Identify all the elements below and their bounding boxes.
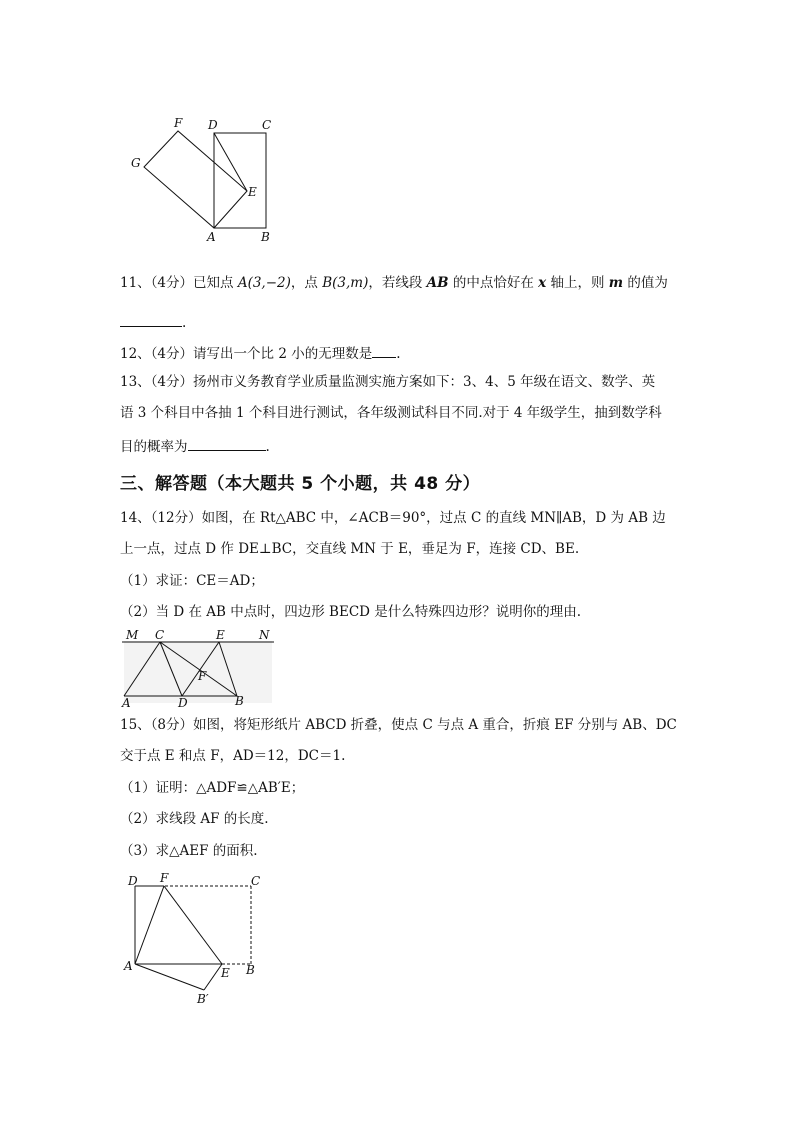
label-m: M [126, 628, 139, 642]
question-14-part-1: （1）求证：CE＝AD； [120, 573, 264, 589]
answer-blank[interactable] [188, 436, 266, 451]
question-15-part-1: （1）证明：△ADF≌△AB′E； [120, 780, 305, 796]
question-15-part-2: （2）求线段 AF 的长度. [120, 811, 269, 827]
question-13-number: 13、 [120, 374, 151, 390]
label-d: D [208, 118, 218, 132]
label-f: F [174, 116, 183, 130]
question-13-text: 目的概率为 [120, 439, 188, 455]
question-13-line-1 [120, 373, 655, 391]
question-15-score: （8分） [150, 717, 194, 733]
question-13-line-2: 语 3 个科目中各抽 1 个科目进行测试，各年级测试科目不同.对于 4 年级学生，抽到数学科 [120, 405, 662, 421]
label-b: B [261, 230, 270, 244]
question-11-number: 11、 [120, 275, 151, 291]
question-15-part-3: （3）求△AEF 的面积. [120, 843, 258, 859]
folded-rectangle-figure [120, 870, 270, 1010]
variable-x: x [538, 275, 547, 291]
question-15-text: 如图，将矩形纸片 ABCD 折叠，使点 C 与点 A 重合，折痕 EF 分别与 AB、DC [193, 717, 677, 733]
question-11-text: 的值为 [623, 275, 668, 291]
question-11-text: 已知点 [193, 275, 238, 291]
label-b: B [246, 963, 255, 977]
label-c: C [262, 118, 272, 132]
answer-blank[interactable] [372, 343, 396, 358]
variable-m: m [608, 275, 624, 291]
point-b: B(3,m) [322, 275, 369, 291]
segment-fe [164, 886, 222, 964]
question-12 [120, 343, 401, 363]
section-heading: 三、解答题（本大题共 5 个小题，共 48 分） [120, 474, 481, 494]
label-d: D [128, 874, 138, 888]
point-a: A(3,−2) [237, 275, 291, 291]
question-14-part-2: （2）当 D 在 AB 中点时，四边形 BECD 是什么特殊四边形？说明你的理由. [120, 604, 582, 620]
label-a: A [207, 230, 216, 244]
square-aefg [144, 131, 247, 228]
question-11-score: （4分） [150, 275, 194, 291]
label-d: D [178, 696, 188, 708]
question-14-number: 14、 [120, 510, 151, 526]
segment-af [135, 886, 164, 964]
question-13-period: . [265, 439, 270, 455]
question-11-answer-line [120, 312, 186, 332]
label-e: E [216, 628, 225, 642]
question-15-number: 15、 [120, 717, 151, 733]
question-14-line-1 [120, 509, 666, 527]
answer-blank[interactable] [120, 312, 182, 327]
question-11-text: 的中点恰好在 [448, 275, 539, 291]
question-11-text: ，若线段 [368, 275, 427, 291]
label-n: N [259, 628, 270, 642]
label-f: F [198, 669, 207, 683]
label-e: E [248, 185, 257, 199]
segment-de [214, 133, 247, 191]
question-11-period: . [182, 315, 187, 331]
segment-ab: AB [426, 275, 449, 291]
question-15-line-2: 交于点 E 和点 F，AD＝12，DC＝1. [120, 748, 346, 764]
trapezoid-figure [118, 628, 278, 708]
label-e: E [221, 966, 230, 980]
question-14-line-2: 上一点，过点 D 作 DE⊥BC，交直线 MN 于 E，垂足为 F，连接 CD、BE. [120, 541, 580, 557]
question-14-score: （12分） [150, 510, 202, 526]
question-13-line-3 [120, 436, 270, 456]
question-12-score: （4分） [150, 346, 194, 362]
label-c: C [155, 628, 165, 642]
segment-ab-prime [135, 964, 204, 990]
label-b-prime: B′ [197, 992, 209, 1006]
question-14-text: 如图，在 Rt△ABC 中，∠ACB＝90°，过点 C 的直线 MN∥AB，D 为 AB 边 [201, 510, 666, 526]
label-g: G [131, 156, 141, 170]
question-11-text: ，点 [290, 275, 323, 291]
question-11 [120, 274, 668, 292]
segment-b-prime-e [204, 964, 222, 990]
question-11-text: 轴上，则 [546, 275, 609, 291]
question-13-text: 扬州市义务教育学业质量监测实施方案如下：3、4、5 年级在语文、数学、英 [193, 374, 656, 390]
question-15-line-1 [120, 716, 677, 734]
label-a: A [124, 959, 133, 973]
label-b: B [235, 694, 244, 708]
question-13-score: （4分） [150, 374, 194, 390]
rectangle-square-figure [125, 112, 285, 247]
label-a: A [122, 696, 131, 708]
question-12-number: 12、 [120, 346, 151, 362]
label-c: C [251, 874, 261, 888]
question-12-text: 请写出一个比 2 小的无理数是 [193, 346, 373, 362]
label-f: F [160, 871, 169, 885]
question-12-period: . [396, 346, 401, 362]
